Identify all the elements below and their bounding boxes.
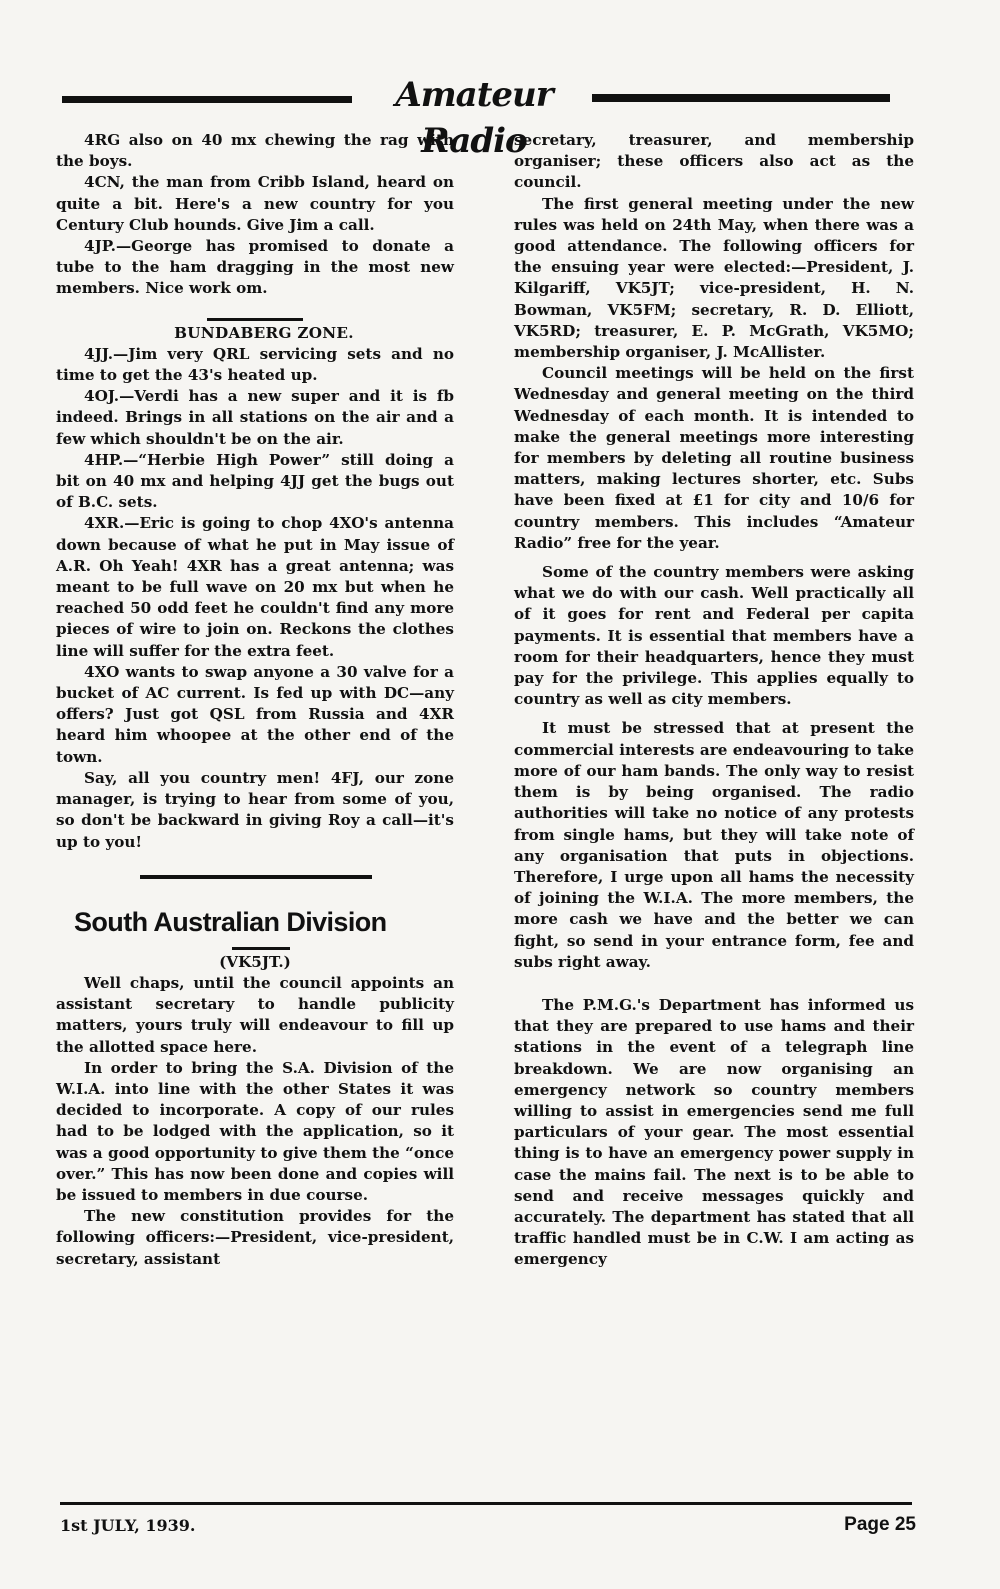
paragraph: In order to bring the S.A. Division of the W.I.A. into line with the other States it was decided to incorporate. A copy of our rules had to be lodged with the application, so it was a good opportunity to give them the “once over.” This has now been done and copies will be issued to members in due course.: [56, 1058, 454, 1204]
page-number: Page 25: [844, 1514, 916, 1535]
paragraph: secretary, treasurer, and membership organiser; these officers also act as the council.: [514, 131, 914, 192]
paragraph: 4CN, the man from Cribb Island, heard on quite a bit. Here's a new country for you Century Club hounds. Give Jim a call.: [56, 173, 454, 234]
paragraph: 4RG also on 40 mx chewing the rag with the boys.: [56, 131, 454, 171]
left-column: [56, 130, 454, 1270]
paragraph: 4JP.—George has promised to donate a tube to the ham dragging in the most new members. Nice work om.: [56, 237, 454, 298]
paragraph: The first general meeting under the new rules was held on 24th May, when there was a good attendance. The following officers for the ensuing year were elected:—President, J. Kilgariff, VK5JT; vice-president, H. N. Bowman, VK5FM; secretary, R. D. Elliott, VK5RD; treasurer, E. P. McGrath, VK5MO; membership organiser, J. McAllister.: [514, 194, 914, 362]
paragraph: It must be stressed that at present the commercial interests are endeavouring to take more of our ham bands. The only way to resist them is by being organised. The radio authorities will take no notice of any protests from single hams, but they will take note of any organisation that puts in objections. Therefore, I urge upon all hams the necessity of joining the W.I.A. The more members, the more cash we have and the better we can fight, so send in your entrance form, fee and subs right away.: [514, 719, 914, 971]
footer-rule: [60, 1502, 912, 1505]
paragraph: Council meetings will be held on the first Wednesday and general meeting on the third Wednesday of each month. It is intended to make the general meetings more interesting for members by deleting all routine business matters, making lectures shorter, etc. Subs have been fixed at £1 for city and 10/6 for country members. This includes “Amateur Radio” free for the year.: [514, 364, 914, 552]
paragraph: The new constitution provides for the following officers:—President, vice-president, secretary, assistant: [56, 1207, 454, 1268]
heading-underline: [232, 947, 290, 950]
masthead-rule-right: [592, 94, 890, 102]
paragraph: 4OJ.—Verdi has a new super and it is fb indeed. Brings in all stations on the air and a few which shouldn't be on the air.: [56, 387, 454, 448]
paragraph: 4XR.—Eric is going to chop 4XO's antenna down because of what he put in May issue of A.R. Oh Yeah! 4XR has a great antenna; was meant to be full wave on 20 mx but when he reached 50 odd feet he couldn't find any more pieces of wire to join on. Reckons the clothes line will suffer for the extra feet.: [56, 514, 454, 660]
masthead-rule-left: [62, 96, 352, 103]
paragraph: Well chaps, until the council appoints an assistant secretary to handle publicity matters, yours truly will endeavour to fill up the allotted space here.: [56, 973, 454, 1056]
right-column: [514, 130, 914, 1271]
division-callsign: (VK5JT.): [219, 952, 291, 971]
paragraph: The P.M.G.'s Department has informed us that they are prepared to use hams and their stations in the event of a telegraph line breakdown. We are now organising an emergency network so country members willing to assist in emergencies send me full particulars of your gear. The most essential thing is to have an emergency power supply in case the mains fail. The next is to be able to send and receive messages quickly and accurately. The department has stated that all traffic handled must be in C.W. I am acting as emergency: [514, 995, 914, 1269]
paragraph: 4JJ.—Jim very QRL servicing sets and no time to get the 43's heated up.: [56, 344, 454, 385]
paragraph: 4XO wants to swap anyone a 30 valve for a bucket of AC current. Is fed up with DC—any offers? Just got QSL from Russia and 4XR heard him whoopee at the other end of the town.: [56, 662, 454, 766]
section-divider: [140, 875, 372, 879]
paragraph: Say, all you country men! 4FJ, our zone manager, is trying to hear from some of you, so don't be backward in giving Roy a call—it's up to you!: [56, 768, 454, 851]
paragraph: Some of the country members were asking what we do with our cash. Well practically all of it goes for rent and Federal per capita payments. It is essential that members have a room for their headquarters, hence they must pay for the privilege. This applies equally to country as well as city members.: [514, 563, 914, 709]
paragraph: 4HP.—“Herbie High Power” still doing a bit on 40 mx and helping 4JJ get the bugs out of B.C. sets.: [56, 450, 454, 512]
division-heading: South Australian Division: [74, 906, 387, 937]
issue-date: 1st JULY, 1939.: [60, 1516, 196, 1535]
zone-heading: BUNDABERG ZONE.: [174, 323, 354, 342]
section-divider: [207, 318, 303, 321]
page-footer: [60, 1502, 916, 1535]
masthead-logo: Amateur Radio: [395, 75, 553, 161]
